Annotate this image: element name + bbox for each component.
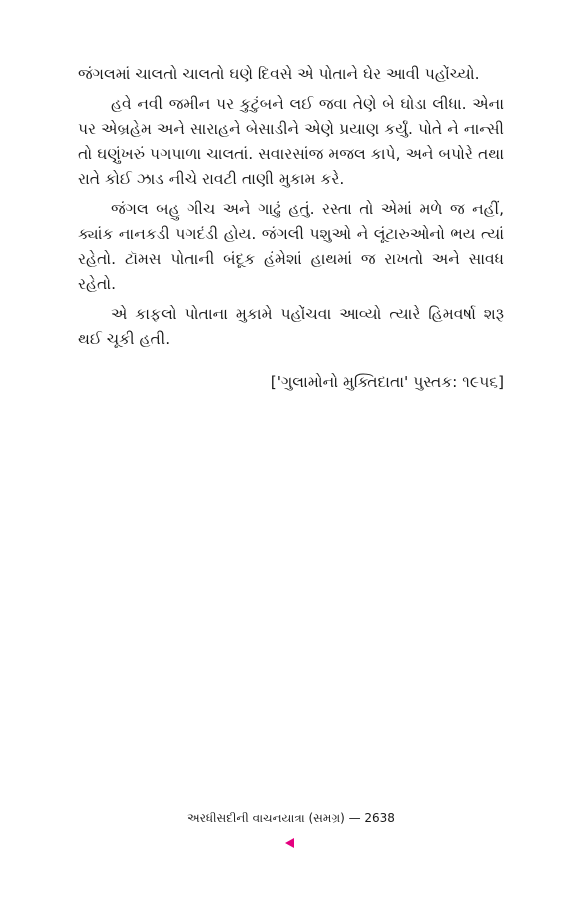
paragraph-3: જંગલ બહુ ગીચ અને ગાઢું હતું. રસ્તા તો એમાં મળે જ નહીં, ક્યાંક નાનકડી પગદંડી હોય. જંગલી પશુઓ ને લૂંટારુઓનો ભય ત્યાં રહેતો. ટૉમસ પોતાની બંદૂક હંમેશાં હાથમાં જ રાખતો અને સાવધ રહેતો. (78, 200, 504, 293)
paragraph-2: હવે નવી જમીન પર કુટુંબને લઈ જવા તેણે બે ઘોડા લીધા. એના પર એબ્રહેમ અને સારાહને બેસાડીને એણે પ્રયાણ કર્યું. પોતે ને નાન્સી તો ઘણુંખરું પગપાળા ચાલતાં. સવારસાંજ મજલ કાપે, અને બપોરે તથા રાતે કોઈ ઝાડ નીચે રાવટી તાણી મુકામ કરે. (78, 95, 504, 188)
page-footer: અરધીસદીની વાચનયાત્રા (સમગ્ર) — 2638 (187, 811, 395, 825)
paragraph-4: એ કાફલો પોતાના મુકામે પહોંચવા આવ્યો ત્યારે હિમવર્ષા શરૂ થઈ ચૂકી હતી. (78, 305, 504, 348)
previous-page-arrow-icon[interactable] (285, 838, 294, 848)
body-text (78, 62, 504, 357)
source-citation: ['ગુલામોનો મુક્તિદાતા' પુસ્તક: ૧૯૫૬] (270, 373, 504, 391)
paragraph-1: જંગલમાં ચાલતો ચાલતો ઘણે દિવસે એ પોતાને ઘેર આવી પહોંચ્યો. (78, 65, 480, 83)
